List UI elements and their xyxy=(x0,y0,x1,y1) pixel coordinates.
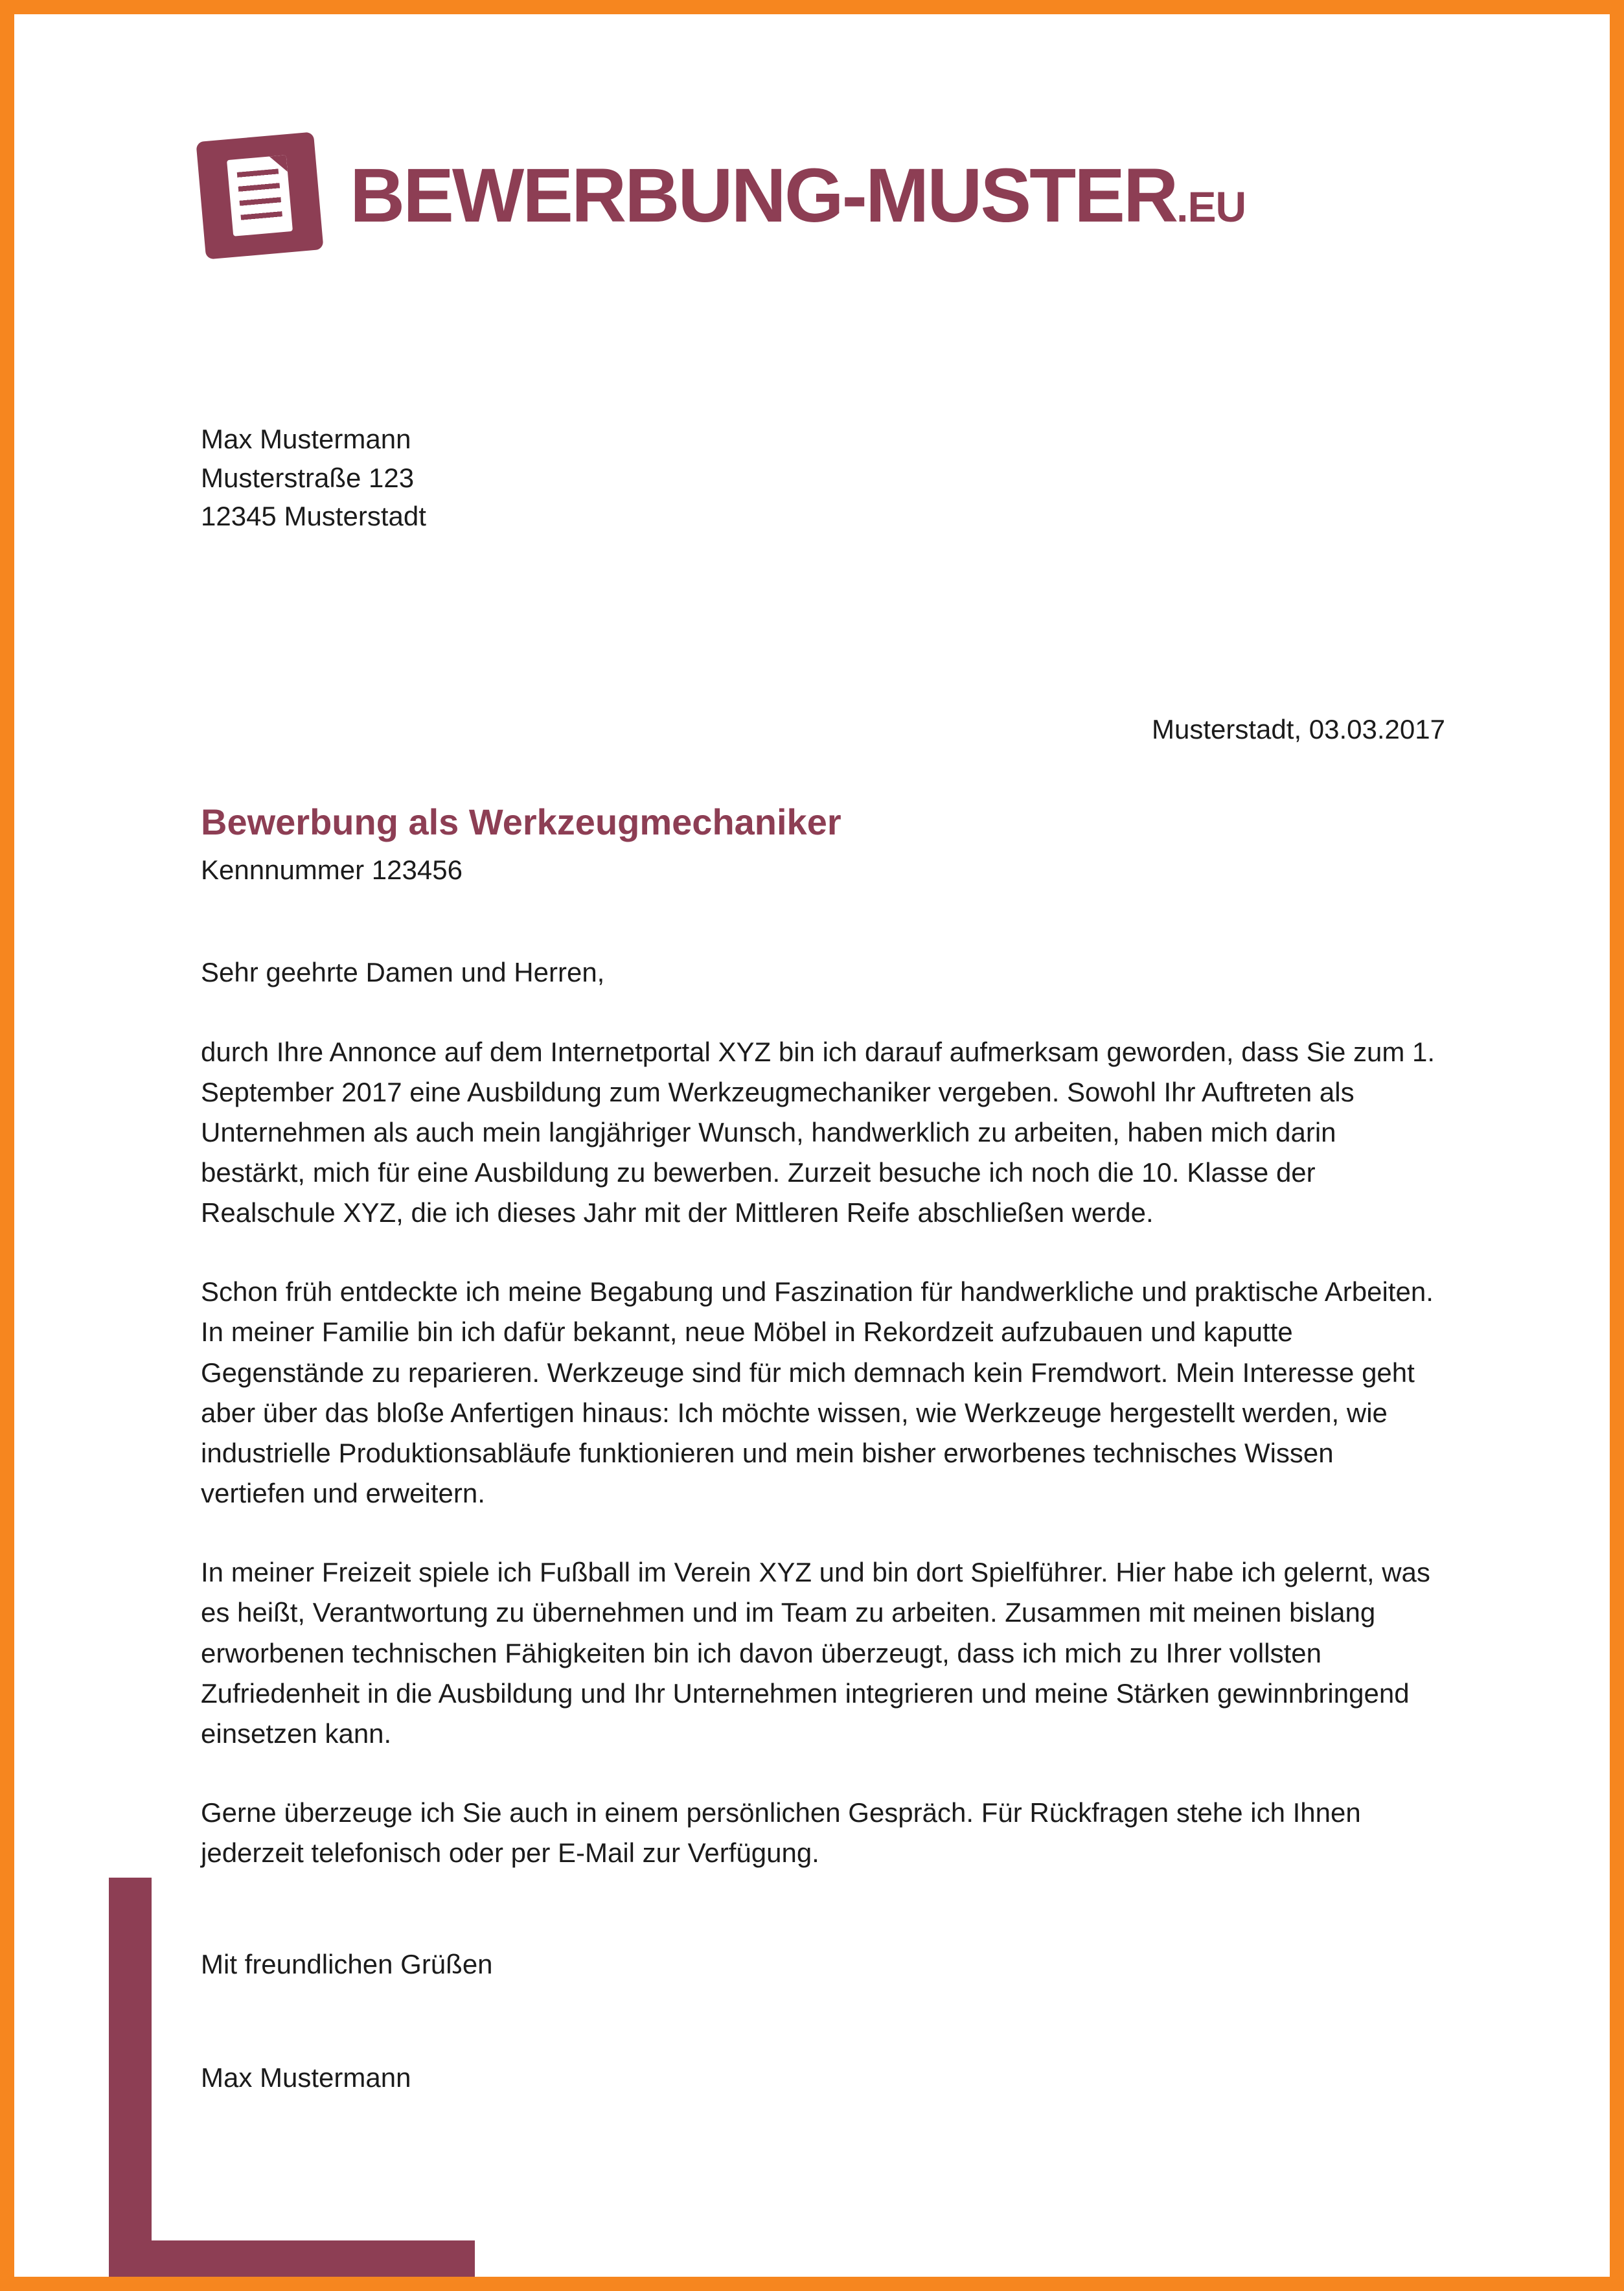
body-paragraph: Gerne überzeuge ich Sie auch in einem persönlichen Gespräch. Für Rückfragen stehe ich Ihnen jederzeit telefonisch oder per E-Mail zur Verfügung. xyxy=(201,1797,1361,1869)
corner-accent-horizontal xyxy=(109,2240,475,2283)
body-paragraph: In meiner Freizeit spiele ich Fußball im Verein XYZ und bin dort Spielführer. Hier habe ich gelernt, was es heißt, Verantwortung zu übernehmen und im Team zu arbeiten. Zusammen mit meinen bislang erworbenen technischen Fähigkeiten bin ich davon überzeugt, dass ich mich zu Ihrer vollsten Zufriedenheit in die Ausbildung und Ihr Unternehmen integrieren und meine Stärken gewinnbringend einsetzen kann. xyxy=(201,1557,1430,1749)
document-icon xyxy=(227,155,293,236)
sender-address-block xyxy=(201,420,1445,536)
sender-street: Musterstraße 123 xyxy=(201,462,415,493)
brand-tld: .EU xyxy=(1176,183,1246,231)
corner-accent-vertical xyxy=(109,1878,152,2283)
salutation: Sehr geehrte Damen und Herren, xyxy=(201,957,605,988)
brand-logo xyxy=(201,131,1610,260)
sender-name: Max Mustermann xyxy=(201,424,411,454)
body-paragraph: durch Ihre Annonce auf dem Internetportal XYZ bin ich darauf aufmerksam geworden, dass Sie zum 1. September 2017 eine Ausbildung zum Werkzeugmechaniker vergeben. Sowohl Ihr Auftreten als Unternehmen als auch mein langjähriger Wunsch, handwerklich zu arbeiten, haben mich darin bestärkt, mich für eine Ausbildung zu bewerben. Zurzeit besuche ich noch die 10. Klasse der Realschule XYZ, die ich dieses Jahr mit der Mittleren Reife abschließen werde. xyxy=(201,1036,1435,1228)
brand-name-main: BEWERBUNG-MUSTER xyxy=(350,153,1177,238)
sender-city: 12345 Musterstadt xyxy=(201,501,426,532)
logo-badge xyxy=(196,132,323,259)
date-line: Musterstadt, 03.03.2017 xyxy=(1152,713,1445,744)
body-paragraph: Schon früh entdeckte ich meine Begabung und Faszination für handwerkliche und praktische Arbeiten. In meiner Familie bin ich dafür bekannt, neue Möbel in Rekordzeit aufzubauen und kaputte Gegenstände zu reparieren. Werkzeuge sind für mich demnach kein Fremdwort. Mein Interesse geht aber über das bloße Anfertigen hinaus: Ich möchte wissen, wie Werkzeuge hergestellt werden, wie industrielle Produktionsabläufe funktionieren und mein bisher erworbenes technisches Wissen vertiefen und erweitern. xyxy=(201,1276,1434,1509)
subject-line: Bewerbung als Werkzeugmechaniker xyxy=(201,801,841,843)
reference-number: Kennnummer 123456 xyxy=(201,855,463,886)
brand-name xyxy=(350,153,1246,238)
signature-name: Max Mustermann xyxy=(201,2062,411,2093)
closing-formula: Mit freundlichen Grüßen xyxy=(201,1949,493,1980)
